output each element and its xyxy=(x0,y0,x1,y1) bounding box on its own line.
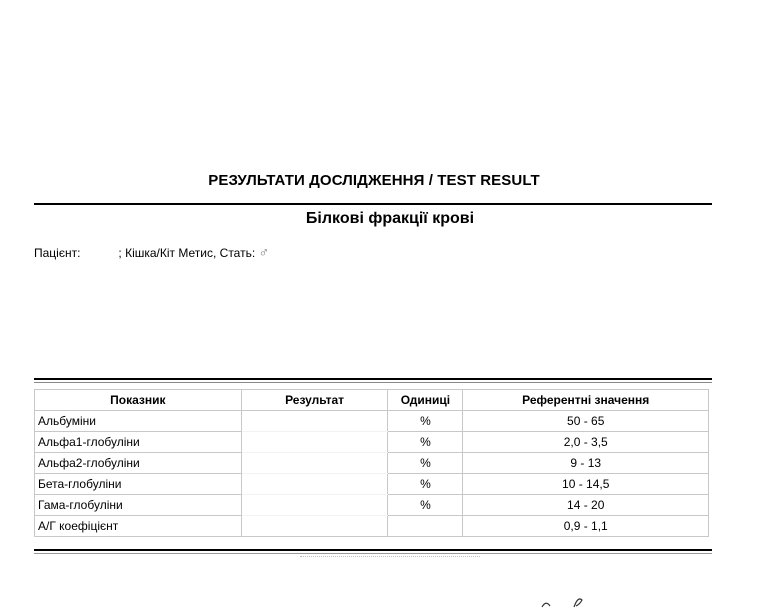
cell-result xyxy=(241,432,388,453)
cell-parameter: А/Г коефіцієнт xyxy=(35,516,242,537)
header-result: Результат xyxy=(241,390,388,411)
table-row xyxy=(35,516,709,537)
signature-mark xyxy=(538,594,598,608)
cell-parameter: Альбуміни xyxy=(35,411,242,432)
header-units: Одиниці xyxy=(388,390,463,411)
table-bottom-divider-thin xyxy=(34,553,712,554)
document-title: РЕЗУЛЬТАТИ ДОСЛІДЖЕННЯ / TEST RESULT xyxy=(208,172,540,189)
cell-result xyxy=(241,495,388,516)
cell-reference: 0,9 - 1,1 xyxy=(463,516,709,537)
faint-footer-text xyxy=(300,556,480,561)
cell-units: % xyxy=(388,474,463,495)
table-bottom-divider xyxy=(34,549,712,551)
title-divider xyxy=(34,203,712,205)
cell-parameter: Бета-глобуліни xyxy=(35,474,242,495)
patient-details: ; Кішка/Кіт Метис, Стать: xyxy=(118,246,256,260)
cell-reference: 10 - 14,5 xyxy=(463,474,709,495)
cell-parameter: Альфа2-глобуліни xyxy=(35,453,242,474)
table-row xyxy=(35,495,709,516)
cell-units: % xyxy=(388,432,463,453)
cell-reference: 2,0 - 3,5 xyxy=(463,432,709,453)
cell-reference: 14 - 20 xyxy=(463,495,709,516)
table-row xyxy=(35,474,709,495)
cell-result xyxy=(241,453,388,474)
table-row xyxy=(35,432,709,453)
document-subtitle: Білкові фракції крові xyxy=(305,210,475,227)
cell-units: % xyxy=(388,453,463,474)
table-header-row xyxy=(35,390,709,411)
cell-reference: 9 - 13 xyxy=(463,453,709,474)
cell-units xyxy=(388,516,463,537)
cell-result xyxy=(241,516,388,537)
table-row xyxy=(35,411,709,432)
table-row xyxy=(35,453,709,474)
cell-result xyxy=(241,411,388,432)
cell-parameter: Гама-глобуліни xyxy=(35,495,242,516)
results-table xyxy=(34,389,709,537)
header-reference: Референтні значення xyxy=(463,390,709,411)
table-top-divider-thin xyxy=(34,382,712,383)
cell-result xyxy=(241,474,388,495)
patient-label: Пацієнт: xyxy=(34,246,81,260)
cell-units: % xyxy=(388,495,463,516)
patient-info xyxy=(34,244,269,260)
cell-reference: 50 - 65 xyxy=(463,411,709,432)
cell-parameter: Альфа1-глобуліни xyxy=(35,432,242,453)
table-top-divider xyxy=(34,378,712,380)
cell-units: % xyxy=(388,411,463,432)
header-parameter: Показник xyxy=(35,390,242,411)
male-sex-icon: ♂ xyxy=(258,244,270,260)
